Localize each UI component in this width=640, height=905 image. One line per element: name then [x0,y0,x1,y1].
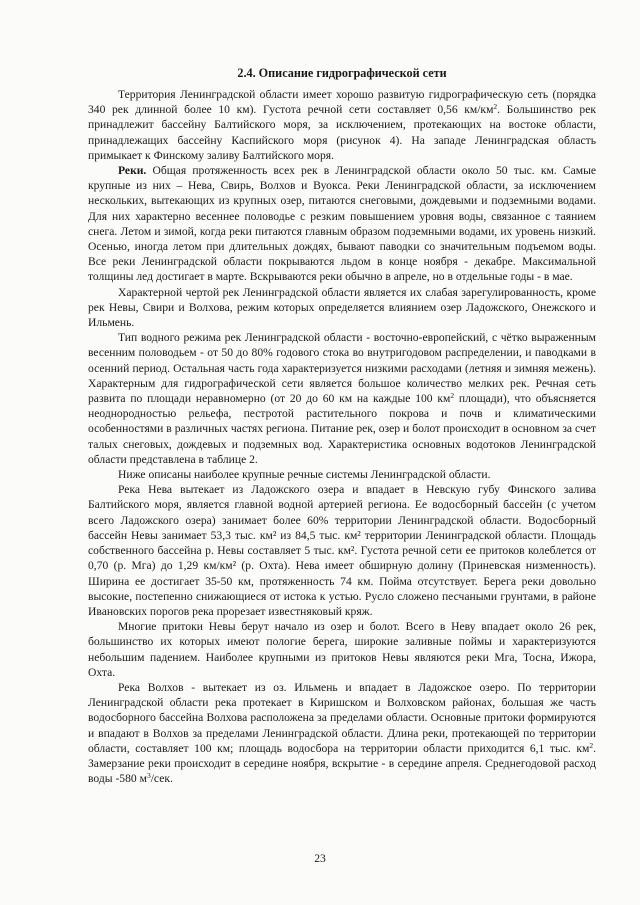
superscript: 2 [589,740,594,750]
paragraph-intro-text-cont: . Большинство рек принадлежит бассейну Балтийского моря, за исключением, протекающих на востоке области, принадлежащих бассейну Каспийского моря (рисунок 4). На западе Ленинградская область примыкает к Финскому заливу Балтийского моря. [88,103,596,162]
page-number: 23 [314,852,326,865]
paragraph-rivers-lead: Реки. [118,164,147,178]
paragraph-volkhov [88,680,596,786]
paragraph-neva-tributaries: Многие притоки Невы берут начало из озер и болот. Всего в Неву впадает около 26 рек, большинство их которых имеют пологие берега, широкие заливные поймы и характеризуются небольшим падением. Наиболее крупными из притоков Невы являются реки Мга, Тосна, Ижора, Охта. [88,620,596,679]
paragraph-neva: Река Нева вытекает из Ладожского озера и впадает в Невскую губу Финского залива Балтийского моря, является главной водной артерией региона. Ее водосборный бассейн (с учетом всего Ладожского озера) занимает более 60% территории Ленинградской области. Водосборный бассейн Невы занимает 53,3 тыс. км² из 84,5 тыс. км² территории Ленинградской области. Площадь собственного бассейна р. Невы составляет 5 тыс. км². Густота речной сети ее притоков колеблется от 0,70 (р. Мга) до 1,29 км/км² (р. Охта). Нева имеет обширную долину (Приневская низменность). Ширина ее достигает 35-50 км, протяженность 74 км. Пойма отсутствует. Берега реки довольно высокие, постепенно снижающиеся от истока к устью. Русло сложено песчаными грунтами, в районе Ивановских порогов река прорезает известняковый кряж. [88,483,596,618]
paragraph-rivers [88,163,596,285]
paragraph-intro [88,87,596,163]
paragraph-river-systems-intro: Ниже описаны наиболее крупные речные системы Ленинградской области. [118,468,491,482]
paragraph-volkhov-text: Река Волхов - вытекает из оз. Ильмень и впадает в Ладожское озеро. По территории Ленинградской области река протекает в Киришском и Волховском районах, большая же часть водосборного бассейна Волхова расположена за пределами области. Основные притоки формируются и впадают в Волхов за пределами Ленинградской области. Длина реки, протекающей по территории области, составляет 100 км; площадь водосбора на территории области приходится 6,1 тыс. км [88,680,596,755]
paragraph-rivers-text: Общая протяженность всех рек в Ленинградской области около 50 тыс. км. Самые крупные из них – Нева, Свирь, Волхов и Вуокса. Реки Ленинградской области, за исключением нескольких, вытекающих из крупных озер, питаются снеговыми, дождевыми и подземными водами. Для них характерно весеннее половодье с резким повышением уровня воды, связанное с таянием снега. Летом и зимой, когда реки питаются главным образом подземными водами, их уровень низкий. Осенью, иногда летом при длительных дождях, бывают паводки со значительным подъемом воды. Все реки Ленинградской области покрываются льдом в конце ноября - декабре. Максимальной толщины лед достигает в марте. Вскрываются реки обычно в апреле, но в отдельные годы - в мае. [88,164,596,284]
paragraph-water-regime-text: Тип водного режима рек Ленинградской области - восточно-европейский, с чётко выраженным весенним половодьем - от 50 до 80% годового стока во внутригодовом распределении, и паводками в осенний период. Остальная часть года характеризуется низкими расходами (летняя и зимняя межень). Характерным для гидрографической сети является большое количество мелких рек. Речная сеть развита по площади неравномерно (от 20 до 60 км на каждые 100 км [88,331,596,406]
paragraph-regulation: Характерной чертой рек Ленинградской области является их слабая зарегулированность, кроме рек Невы, Свири и Волхова, режим которых определяется влиянием озер Ладожского, Онежского и Ильмень. [88,285,596,330]
paragraph-volkhov-text-cont: . Замерзание реки происходит в середине ноября, вскрытие - в середине апреля. Среднегодовой расход воды -580 м [88,741,596,786]
superscript: 2 [493,102,498,112]
paragraph-intro-text: Территория Ленинградской области имеет хорошо развитую гидрографическую сеть (порядка 340 рек длинной более 10 км). Густота речной сети составляет 0,56 км/км [88,88,596,117]
page-content [88,66,596,786]
superscript: 2 [450,391,455,401]
paragraph-water-regime [88,330,596,467]
section-title: 2.4. Описание гидрографической сети [237,66,447,80]
paragraph-volkhov-text-end: /сек. [150,772,173,786]
superscript: 3 [146,771,151,781]
paragraph-water-regime-text-cont: площади), что объясняется неоднородностью рельефа, пестротой растительного покрова и почв и климатическими особенностями в различных частях региона. Питание рек, озер и болот происходит в основном за счет талых снеговых, дождевых и подземных вод. Характеристика основных водотоков Ленинградской области представлена в таблице 2. [88,392,596,466]
